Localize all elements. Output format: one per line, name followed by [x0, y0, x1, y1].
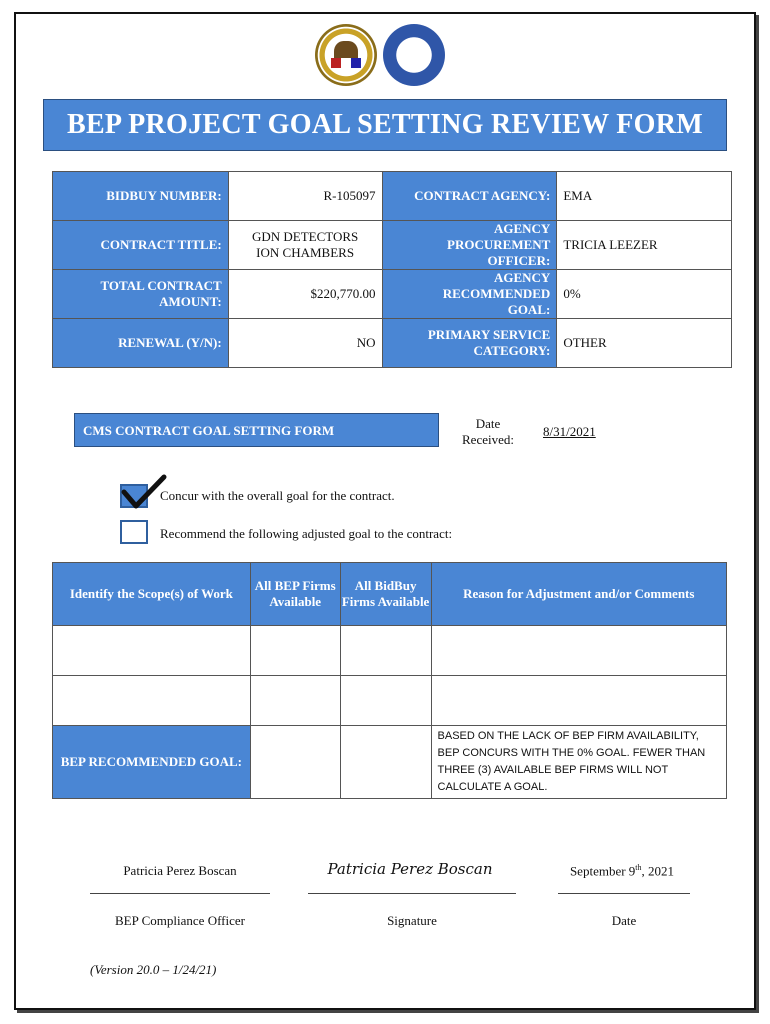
role-label: BEP Compliance Officer [115, 913, 245, 928]
contract-title-value: GDN DETECTORS ION CHAMBERS [228, 221, 382, 270]
signature-image: Patricia Perez Boscan [327, 860, 493, 878]
goal-row [53, 726, 727, 799]
recommended-goal-label: AGENCY RECOMMENDED GOAL: [382, 270, 557, 319]
contract-agency-value: EMA [557, 172, 732, 221]
signature-label: Signature [387, 913, 437, 928]
signature-line [308, 893, 516, 894]
scope-of-work-table [52, 562, 727, 799]
goal-bep-firms-cell[interactable] [250, 726, 340, 799]
total-contract-amount-label: TOTAL CONTRACT AMOUNT: [53, 270, 229, 319]
officer-name: Patricia Perez Boscan [123, 863, 237, 878]
page-title: BEP PROJECT GOAL SETTING REVIEW FORM [43, 99, 727, 151]
bidbuy-number-value: R-105097 [228, 172, 382, 221]
bep-firms-cell[interactable] [250, 626, 340, 676]
scope-cell[interactable] [53, 676, 251, 726]
concur-label: Concur with the overall goal for the contract. [160, 488, 395, 503]
table-row [53, 676, 727, 726]
bep-firms-cell[interactable] [250, 676, 340, 726]
reason-column-header: Reason for Adjustment and/or Comments [431, 563, 726, 626]
table-row [53, 626, 727, 676]
primary-service-category-value: OTHER [557, 319, 732, 368]
goal-bidbuy-firms-cell[interactable] [340, 726, 431, 799]
contract-agency-label: CONTRACT AGENCY: [382, 172, 557, 221]
primary-service-category-label: PRIMARY SERVICE CATEGORY: [382, 319, 557, 368]
goal-comment: BASED ON THE LACK OF BEP FIRM AVAILABILITY, BEP CONCURS WITH THE 0% GOAL. FEWER THAN THREE (3) AVAILABLE BEP FIRMS WILL NOT CALCULATE A GOAL. [431, 726, 726, 799]
bidbuy-firms-cell[interactable] [340, 626, 431, 676]
bep-recommended-goal-label: BEP RECOMMENDED GOAL: [53, 726, 251, 799]
signature-date: September 9th, 2021 [569, 863, 675, 879]
recommended-goal-value: 0% [557, 270, 732, 319]
scope-cell[interactable] [53, 626, 251, 676]
name-line [90, 893, 270, 894]
renewal-label: RENEWAL (Y/N): [53, 319, 229, 368]
date-received-value: 8/31/2021 [543, 424, 596, 439]
bep-seal-icon: BEP [383, 24, 445, 86]
procurement-officer-label: AGENCY PROCUREMENT OFFICER: [382, 221, 557, 270]
contract-info-table [52, 171, 732, 368]
reason-cell[interactable] [431, 676, 726, 726]
bidbuy-firms-column-header: All BidBuy Firms Available [340, 563, 431, 626]
bidbuy-number-label: BIDBUY NUMBER: [53, 172, 229, 221]
illinois-state-seal-icon [315, 24, 377, 86]
version-note: (Version 20.0 – 1/24/21) [90, 962, 217, 977]
bep-firms-column-header: All BEP Firms Available [250, 563, 340, 626]
renewal-value: NO [228, 319, 382, 368]
adjust-goal-label: Recommend the following adjusted goal to the contract: [160, 526, 453, 541]
adjust-goal-checkbox[interactable] [120, 520, 148, 544]
cms-section-title: CMS CONTRACT GOAL SETTING FORM [74, 413, 439, 447]
date-received-label: Date Received: [462, 416, 514, 447]
reason-cell[interactable] [431, 626, 726, 676]
total-contract-amount-value: $220,770.00 [228, 270, 382, 319]
bidbuy-firms-cell[interactable] [340, 676, 431, 726]
procurement-officer-value: TRICIA LEEZER [557, 221, 732, 270]
date-label: Date [611, 913, 637, 928]
date-line [558, 893, 690, 894]
contract-title-label: CONTRACT TITLE: [53, 221, 229, 270]
scope-column-header: Identify the Scope(s) of Work [53, 563, 251, 626]
